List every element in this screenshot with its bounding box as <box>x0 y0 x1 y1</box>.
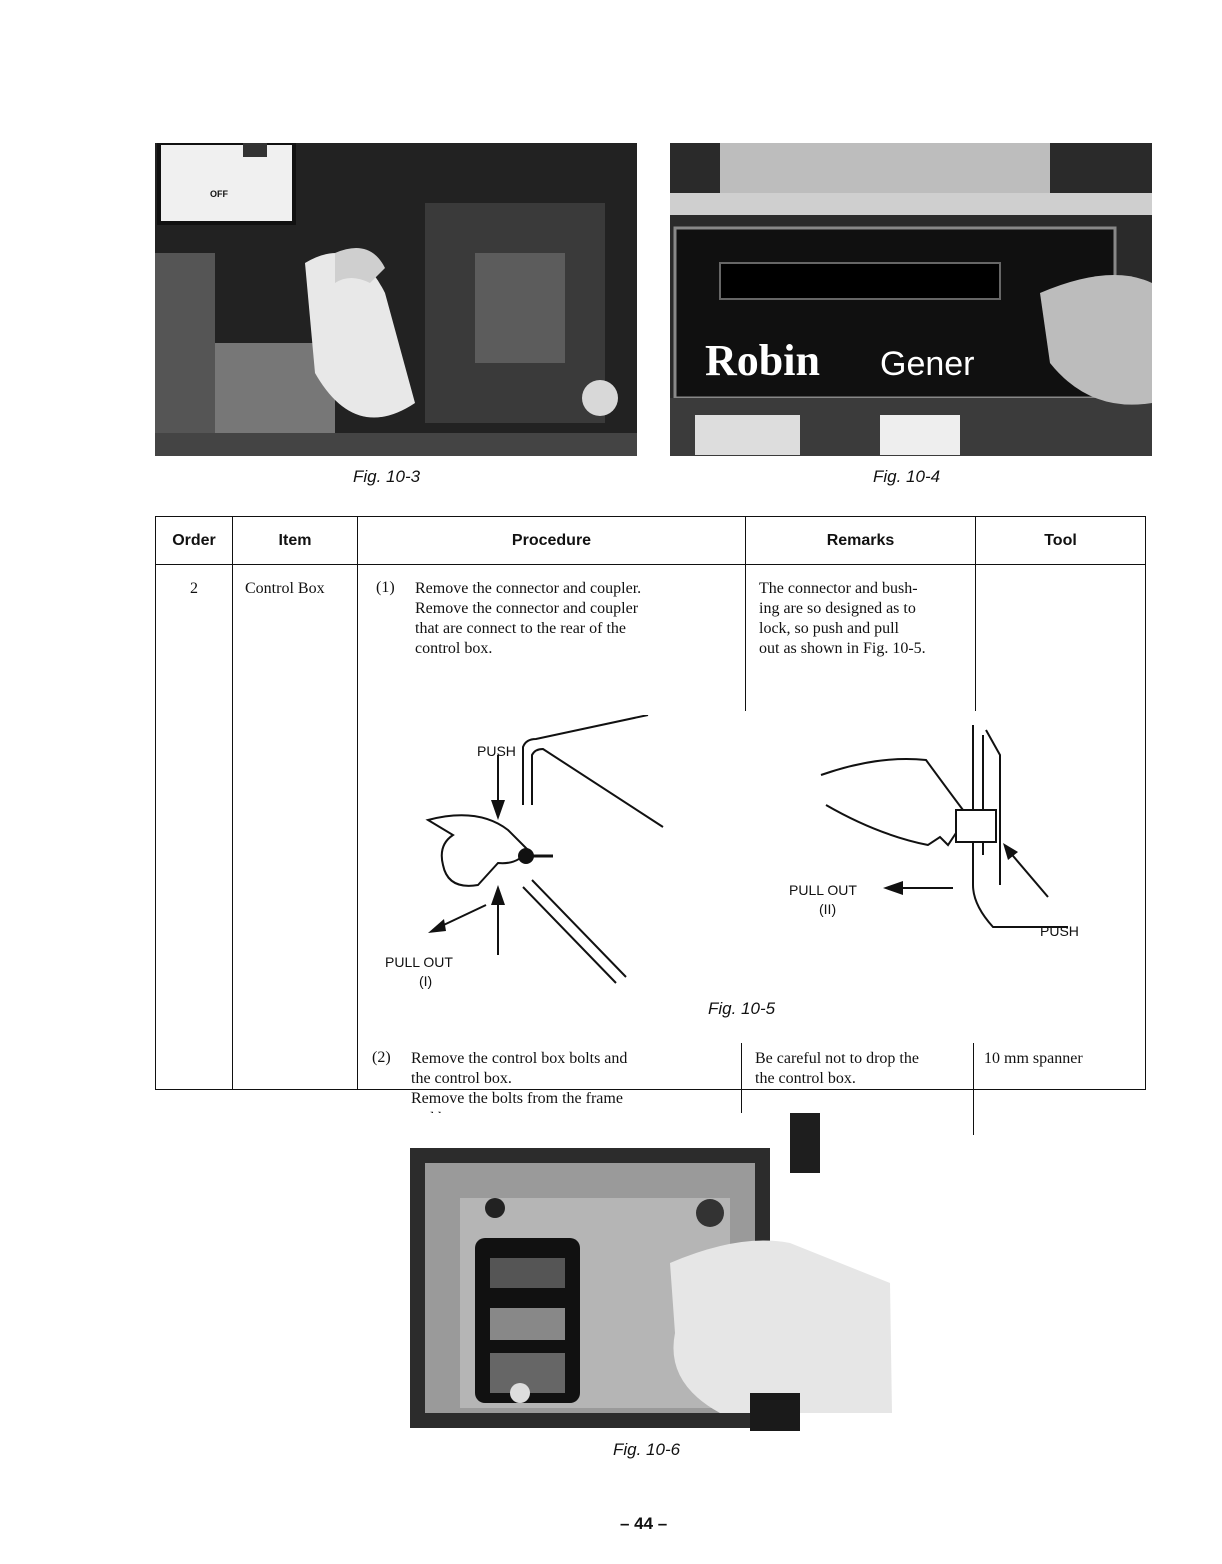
order-value: 2 <box>190 580 198 597</box>
fig-10-4-photo <box>670 143 1152 456</box>
header-procedure: Procedure <box>358 517 746 565</box>
header-order: Order <box>156 517 233 565</box>
pull-out-num-left: (I) <box>419 973 433 989</box>
step-1-remark-line: out as shown in Fig. 10-5. <box>759 640 926 657</box>
step-1-remark-line: The connector and bush- <box>759 580 918 597</box>
table-header-row <box>156 517 1146 565</box>
step-1-remarks <box>759 579 979 659</box>
robin-logo: Robin <box>705 336 820 385</box>
pull-out-num-right: (II) <box>819 901 837 917</box>
step-1-text <box>415 579 745 659</box>
header-tool: Tool <box>976 517 1146 565</box>
procedure-span-cell <box>358 565 1146 1107</box>
fig-10-3-caption: Fig. 10-3 <box>353 467 421 486</box>
generator-brand-text: Gener <box>880 345 975 383</box>
step-1-remark-line: lock, so push and pull <box>759 620 899 637</box>
header-item: Item <box>233 517 358 565</box>
fig-10-4-illustration <box>670 143 1152 456</box>
push-label-left: PUSH <box>477 743 516 759</box>
item-value: Control Box <box>245 580 325 597</box>
page-number: – 44 – <box>620 1514 668 1533</box>
tool-divider-1 <box>975 565 976 711</box>
fig-10-6-illustration <box>410 1113 892 1431</box>
step-2-tool: 10 mm spanner <box>984 1050 1083 1067</box>
step-1-remark-line: ing are so designed as to <box>759 600 916 617</box>
step-1-line: Remove the connector and coupler. <box>415 580 642 597</box>
fig-10-3-photo <box>155 143 637 456</box>
step-1-line: Remove the connector and coupler <box>415 600 639 617</box>
pull-out-label-right: PULL OUT <box>789 882 857 898</box>
fig-10-6-caption: Fig. 10-6 <box>613 1440 681 1459</box>
step-1-line: that are connect to the rear of the <box>415 620 626 637</box>
step-1-number: (1) <box>376 579 395 596</box>
step-2-line: the control box. <box>411 1070 512 1087</box>
step-2-remark-line: the control box. <box>755 1070 856 1087</box>
step-2-number: (2) <box>372 1049 391 1066</box>
step-2-line: Remove the control box bolts and <box>411 1050 628 1067</box>
order-cell <box>156 565 233 1090</box>
step-2-remark-line: Be careful not to drop the <box>755 1050 919 1067</box>
step-2-line: Remove the bolts from the frame <box>411 1090 623 1107</box>
table-row <box>156 565 1146 1090</box>
off-label: OFF <box>210 189 228 199</box>
remarks-divider-1 <box>745 565 746 711</box>
header-remarks: Remarks <box>746 517 976 565</box>
push-label-right: PUSH <box>1040 923 1079 939</box>
fig-10-4-caption: Fig. 10-4 <box>873 467 941 486</box>
push-arrow-right <box>1008 850 1048 897</box>
fig-10-6-photo <box>410 1113 892 1431</box>
pull-out-label-left: PULL OUT <box>385 954 453 970</box>
procedure-table <box>155 516 1146 1107</box>
step-1-line: control box. <box>415 640 493 657</box>
tool-divider-2 <box>973 1043 974 1135</box>
step-2-remarks <box>755 1049 975 1089</box>
fig-10-5-diagram <box>358 715 1138 1015</box>
item-cell <box>233 565 358 1090</box>
fig-10-5-caption: Fig. 10-5 <box>708 999 776 1018</box>
